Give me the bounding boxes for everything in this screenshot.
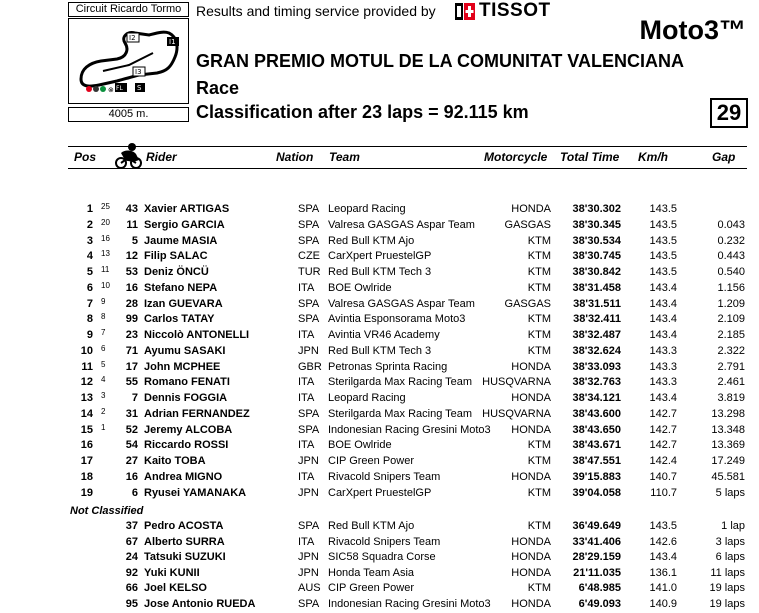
table-row [0,453,759,469]
circuit-name: Circuit Ricardo Tormo [68,2,189,17]
position: 1 [86,203,93,215]
team-name: Petronas Sprinta Racing [328,360,448,373]
gap: 45.581 [711,470,745,483]
nation: ITA [298,376,315,389]
tissot-wordmark: TISSOT [479,0,551,21]
gap: 0.232 [717,234,745,247]
total-time: 38'32.411 [573,313,621,326]
gap: 0.043 [717,218,745,231]
nation: AUS [298,582,321,595]
nation: ITA [298,535,315,548]
rider-name: Romano FENATI [144,376,230,389]
gap: 5 laps [715,486,745,499]
motorcycle: HONDA [511,203,551,215]
motorcycle: KTM [527,266,551,278]
nation: JPN [298,455,319,467]
grid-position: 1 [101,422,106,432]
rider-name: Kaito TOBA [144,455,206,467]
table-row [0,233,759,249]
total-time: 38'43.671 [572,439,621,452]
gap: 3 laps [715,535,745,548]
gap: 3.819 [717,392,745,404]
grid-position: 5 [101,359,106,369]
rider-name: Jeremy ALCOBA [144,423,233,436]
rider-number: 27 [125,455,138,467]
nation: SPA [298,520,320,532]
motorcycle: KTM [527,486,551,499]
col-gap: Gap [712,150,736,164]
position: 11 [81,360,93,373]
rider-number: 24 [125,551,138,564]
average-speed: 143.5 [649,250,677,263]
position: 18 [80,470,93,483]
svg-text:I2: I2 [129,34,136,42]
not-classified-label: Not Classified [70,505,144,517]
nation: JPN [298,551,319,564]
table-row [0,343,759,359]
col-total-time: Total Time [560,150,620,164]
total-time: 38'32.763 [572,376,621,389]
rider-number: 28 [125,297,138,310]
rider-name: Alberto SURRA [144,535,225,548]
motorcycle: HONDA [511,392,551,404]
total-time: 38'32.624 [572,344,621,357]
rider-number: 92 [125,566,138,579]
total-time: 39'15.883 [572,470,621,483]
col-motorcycle: Motorcycle [484,150,548,164]
nation: SPA [298,407,320,420]
rider-name: Jaume MASIA [144,234,218,247]
gap: 19 laps [709,582,745,595]
total-time: 38'30.842 [572,266,621,278]
average-speed: 143.5 [649,203,677,215]
average-speed: 140.7 [649,470,677,483]
table-row [0,485,759,501]
nation: ITA [298,470,315,483]
svg-text:S: S [137,84,142,92]
track-map-icon [69,19,188,103]
rider-name: Yuki KUNII [144,566,200,579]
team-name: Avintia Esponsorama Moto3 [328,313,466,326]
team-name: Valresa GASGAS Aspar Team [328,297,475,310]
rider-number: 16 [125,470,138,483]
rider-name: Pedro ACOSTA [144,520,224,532]
rider-name: Sergio GARCIA [144,218,225,231]
average-speed: 143.5 [649,520,677,532]
table-row [0,534,759,550]
total-time: 38'32.487 [572,329,621,341]
position: 17 [80,455,93,467]
team-name: CarXpert PruestelGP [328,486,432,499]
rider-number: 53 [125,266,138,278]
rider-name: Dennis FOGGIA [144,392,228,404]
nation: JPN [298,486,319,499]
col-pos: Pos [74,150,97,164]
rider-number: 54 [125,439,138,452]
position: 6 [86,281,93,294]
nation: SPA [298,423,320,436]
total-time: 36'49.649 [572,520,621,532]
motorcycle: KTM [527,344,551,357]
team-name: Valresa GASGAS Aspar Team [328,218,475,231]
rider-name: Stefano NEPA [144,281,218,294]
nation: SPA [298,234,320,247]
table-row [0,296,759,312]
total-time: 38'31.511 [573,297,621,310]
rider-name: Carlos TATAY [144,313,215,326]
gap: 13.369 [711,439,745,452]
team-name: Red Bull KTM Tech 3 [328,344,432,357]
nation: SPA [298,313,320,326]
position: 12 [80,376,93,389]
team-name: Sterilgarda Max Racing Team [328,407,473,420]
team-name: Red Bull KTM Ajo [328,234,415,247]
average-speed: 136.1 [649,566,677,579]
team-name: Indonesian Racing Gresini Moto3 [328,598,491,610]
team-name: BOE Owlride [328,439,392,452]
average-speed: 143.4 [649,392,677,404]
team-name: Sterilgarda Max Racing Team [328,376,473,389]
rider-number: 43 [125,203,138,215]
table-row [0,264,759,280]
rider-number: 37 [125,520,138,532]
rider-name: Izan GUEVARA [144,297,223,310]
track-length: 4005 m. [68,107,189,122]
position: 19 [80,486,93,499]
total-time: 6'48.985 [578,582,621,595]
gap: 1.209 [717,297,745,310]
motorcycle: KTM [527,250,551,263]
team-name: Avintia VR46 Academy [328,329,440,341]
table-row [0,390,759,406]
position: 7 [86,297,93,310]
team-name: CIP Green Power [328,582,415,595]
grid-position: 10 [101,280,110,290]
grid-position: 16 [101,233,110,243]
average-speed: 143.4 [649,329,677,341]
nation: ITA [298,439,315,452]
rider-number: 71 [125,344,138,357]
grid-position: 6 [101,343,106,353]
table-row [0,469,759,485]
team-name: Leopard Racing [328,392,406,404]
table-row [0,596,759,612]
position: 10 [80,344,93,357]
average-speed: 142.6 [649,535,677,548]
average-speed: 142.7 [649,439,677,452]
rider-number: 67 [125,535,138,548]
session-name: Race [196,78,240,98]
grid-position: 9 [101,296,106,306]
svg-text:FL: FL [116,85,123,92]
total-time: 6'49.093 [578,598,621,610]
gap: 2.791 [717,360,745,373]
average-speed: 143.5 [649,218,677,231]
nation: TUR [298,266,321,278]
total-time: 38'47.551 [572,455,621,467]
total-time: 38'34.121 [572,392,621,404]
col-rider: Rider [146,150,177,164]
motorcycle: KTM [527,281,551,294]
rider-silhouette-icon [113,140,143,170]
gap: 1.156 [717,281,745,294]
rider-name: Niccolò ANTONELLI [144,329,250,341]
timing-service-text: Results and timing service provided by [196,3,436,19]
table-row [0,359,759,375]
nation: SPA [298,297,320,310]
grid-position: 7 [101,328,106,337]
svg-text:I1: I1 [169,38,176,46]
average-speed: 142.7 [649,423,677,436]
class-title: Moto3™ [639,15,746,45]
total-time: 38'30.534 [572,234,621,247]
rider-number: 7 [131,392,138,404]
table-row [0,518,759,534]
page-number: 29 [710,98,748,128]
col-speed: Km/h [638,150,668,164]
gap: 13.298 [711,407,745,420]
average-speed: 142.7 [649,407,677,420]
total-time: 21'11.035 [573,566,621,579]
grid-position: 20 [101,217,110,227]
rider-number: 12 [125,250,138,263]
rider-name: Filip SALAC [144,250,208,263]
average-speed: 110.7 [650,486,677,499]
rider-name: Xavier ARTIGAS [144,203,230,215]
position: 16 [80,439,93,452]
team-name: CarXpert PruestelGP [328,250,432,263]
gap: 2.322 [717,344,745,357]
average-speed: 142.4 [649,455,677,467]
average-speed: 143.4 [649,281,677,294]
gap: 2.461 [717,376,745,389]
team-name: Leopard Racing [328,203,406,215]
header-rule-top [68,146,747,147]
motorcycle: KTM [527,582,551,595]
grid-position: 13 [101,249,110,259]
rider-name: Joel KELSO [144,582,207,595]
rider-name: Jose Antonio RUEDA [144,598,256,610]
gap: 2.185 [717,329,745,341]
gap: 0.443 [717,250,745,263]
rider-number: 31 [125,407,138,420]
gap: 6 laps [715,551,745,564]
table-row [0,374,759,390]
tissot-logo [455,2,551,20]
rider-name: Ryusei YAMANAKA [144,486,247,499]
average-speed: 143.3 [649,344,677,357]
average-speed: 141.0 [649,582,677,595]
event-title: GRAN PREMIO MOTUL DE LA COMUNITAT VALENCIANA [196,51,684,71]
col-team: Team [329,150,360,164]
team-name: BOE Owlride [328,281,392,294]
gap: 17.249 [711,455,745,467]
rider-number: 6 [131,486,138,499]
motorcycle: KTM [527,439,551,452]
nation: SPA [298,598,320,610]
rider-number: 55 [125,376,138,389]
motorcycle: HUSQVARNA [482,376,551,389]
motorcycle: KTM [527,313,551,326]
grid-position: 3 [101,391,106,400]
total-time: 39'04.058 [572,486,621,499]
total-time: 28'29.159 [572,551,621,564]
table-row [0,311,759,327]
motorcycle: KTM [527,520,551,532]
rider-name: Riccardo ROSSI [144,439,229,452]
nation: ITA [298,329,315,341]
total-time: 38'33.093 [572,360,621,373]
motorcycle: GASGAS [504,218,551,231]
motorcycle: HONDA [511,423,551,436]
table-row [0,580,759,596]
motorcycle: HONDA [511,566,551,579]
svg-text:I3: I3 [135,68,142,76]
nation: GBR [298,360,322,373]
gap: 13.348 [711,423,745,436]
team-name: SIC58 Squadra Corse [328,551,436,564]
nation: SPA [298,203,320,215]
motorcycle: HONDA [511,598,551,610]
svg-text:⊗: ⊗ [108,86,114,94]
nation: ITA [298,281,315,294]
position: 15 [80,423,93,436]
position: 13 [80,392,93,404]
gap: 1 lap [721,520,745,532]
position: 3 [86,234,93,247]
motorcycle: GASGAS [504,297,551,310]
rider-name: Ayumu SASAKI [144,344,226,357]
rider-name: John MCPHEE [144,360,221,373]
motorcycle: HONDA [511,360,551,373]
rider-number: 99 [125,313,138,326]
motorcycle: KTM [527,234,551,247]
team-name: Red Bull KTM Tech 3 [328,266,432,278]
rider-number: 5 [131,234,138,247]
average-speed: 143.5 [649,234,677,247]
table-row [0,406,759,422]
position: 2 [86,218,93,231]
grid-position: 25 [101,202,110,211]
total-time: 33'41.406 [572,535,621,548]
gap: 0.540 [717,266,745,278]
team-name: Honda Team Asia [328,566,415,579]
rider-number: 11 [126,218,138,231]
motorcycle: HUSQVARNA [482,407,551,420]
table-row [0,437,759,453]
rider-number: 52 [125,423,138,436]
rider-number: 23 [125,329,138,341]
table-row [0,422,759,438]
table-row [0,327,759,343]
average-speed: 143.3 [649,360,677,373]
position: 14 [80,407,93,420]
nation: CZE [298,250,320,263]
motorcycle: HONDA [511,470,551,483]
grid-position: 4 [101,375,106,385]
total-time: 38'30.745 [572,250,621,263]
position: 4 [86,250,93,263]
rider-number: 17 [125,360,138,373]
table-row [0,280,759,296]
position: 9 [86,329,93,341]
position: 5 [86,266,93,278]
total-time: 38'30.345 [572,218,621,231]
gap: 2.109 [717,313,745,326]
team-name: Indonesian Racing Gresini Moto3 [328,423,491,436]
table-row [0,201,759,217]
table-row [0,549,759,565]
rider-name: Adrian FERNANDEZ [144,407,250,420]
header-rule-bottom [68,168,747,169]
average-speed: 143.4 [649,551,677,564]
gap: 11 laps [710,566,745,579]
rider-name: Tatsuki SUZUKI [144,551,226,564]
average-speed: 143.4 [649,297,677,310]
rider-number: 95 [125,598,138,610]
average-speed: 143.3 [649,376,677,389]
track-map [68,18,189,104]
motorcycle: HONDA [511,535,551,548]
position: 8 [86,313,93,326]
motorcycle: KTM [527,329,551,341]
rider-name: Deniz ÖNCÜ [144,266,209,278]
team-name: CIP Green Power [328,455,415,467]
nation: ITA [298,392,315,404]
grid-position: 11 [101,265,110,274]
motorcycle: KTM [527,455,551,467]
table-row [0,248,759,264]
classification-title: Classification after 23 laps = 92.115 km [196,102,529,122]
team-name: Red Bull KTM Ajo [328,520,415,532]
col-nation: Nation [276,150,314,164]
total-time: 38'31.458 [572,281,621,294]
nation: SPA [298,218,320,231]
team-name: Rivacold Snipers Team [328,470,441,483]
table-row [0,565,759,581]
average-speed: 143.5 [649,266,677,278]
nation: JPN [298,344,319,357]
average-speed: 143.4 [649,313,677,326]
rider-number: 16 [125,281,138,294]
rider-name: Andrea MIGNO [144,470,223,483]
table-row [0,217,759,233]
gap: 19 laps [709,598,745,610]
total-time: 38'30.302 [572,203,621,215]
tissot-cross-icon [455,3,475,20]
rider-number: 66 [125,582,138,595]
total-time: 38'43.650 [572,423,621,436]
average-speed: 140.9 [649,598,677,610]
motorcycle: HONDA [511,551,551,564]
total-time: 38'43.600 [572,407,621,420]
nation: JPN [298,566,319,579]
grid-position: 2 [101,406,106,416]
grid-position: 8 [101,312,106,322]
team-name: Rivacold Snipers Team [328,535,441,548]
